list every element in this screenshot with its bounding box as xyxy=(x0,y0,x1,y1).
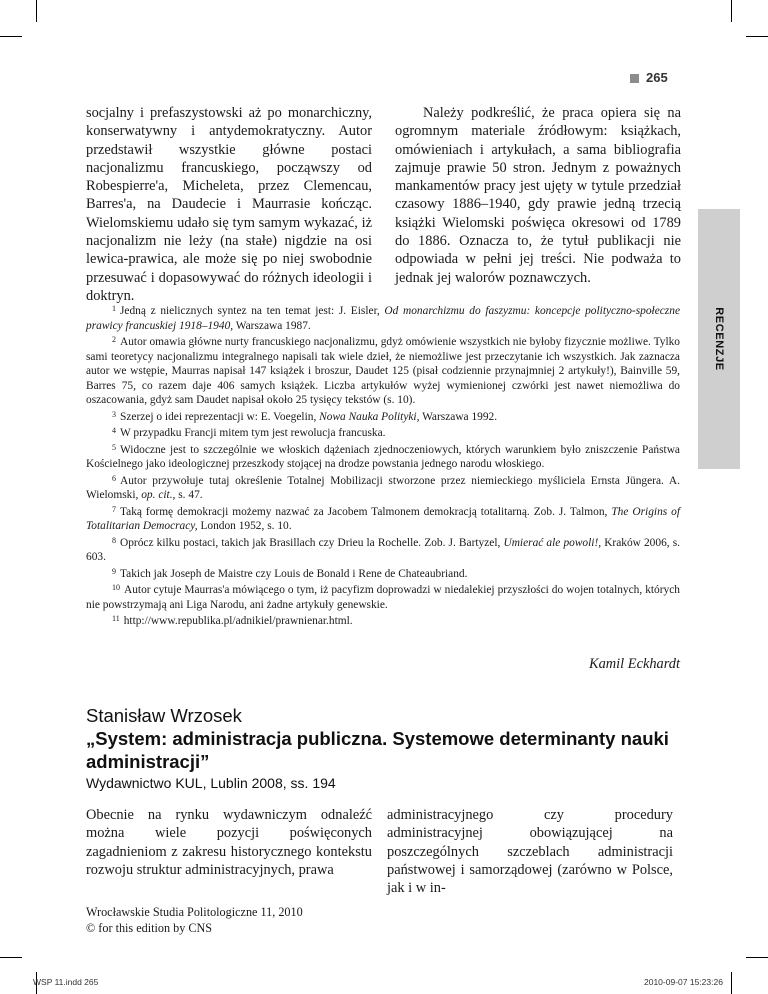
crop-mark xyxy=(731,0,732,22)
crop-mark xyxy=(746,957,768,958)
page-number: 265 xyxy=(646,70,668,85)
crop-mark xyxy=(0,36,22,37)
footnotes xyxy=(86,302,680,629)
crop-mark xyxy=(731,972,732,994)
crop-mark xyxy=(0,957,22,958)
right-column-text: Należy podkreślić, że praca opiera się na ogromnym materiale źródłowym: książkach, omówieniach i artykułach, a sama bibliografia zajmuje prawie 50 stron. Jednym z poważnych mankamentów pracy jest ujęty w tytule przedział czasowy 1886–1940, gdy prawie jedną trzecią książki Wielomski poświęca okresowi od 1789 do 1886. Oznacza to, że tytuł publikacji nie odpowiada w pełni jej treści. Nie podważa to jednak jej walorów poznawczych. xyxy=(395,105,681,286)
section-side-tab xyxy=(698,209,740,469)
footnote: $^{10}$ Autor cytuje Maurras'a mówiącego o tym, iż pacyfizm doprowadzi w niedalekiej przyszłości do wojen totalnych, których nie powstrzymają ani Liga Narodu, ani żadne artykuły genewskie. xyxy=(86,583,680,611)
left-column-text: socjalny i prefaszystowski aż po monarchiczny, konserwatywny i antydemokratyczny. Autor przedstawił wszystkie główne postaci nacjonalizmu francuskiego, począwszy od Robespierre'a, Micheleta, przez Clemencau, Barres'a, na Daudecie i Maurrasie kończąc. Wielomskiemu udało się tym samym wykazać, iż nacjonalizm nie leży (na stałe) nigdzie na osi lewica-prawica, ale może się po niej swobodnie przesuwać i dopasowywać do różnych ideologii i doktryn. xyxy=(86,105,372,304)
journal-footer xyxy=(86,904,303,936)
crop-mark xyxy=(36,0,37,22)
page-number-marker xyxy=(630,74,639,83)
footnote: $^4$ W przypadku Francji mitem tym jest rewolucja francuska. xyxy=(112,426,386,439)
footnote: $^{11}$ http://www.republika.pl/adnikiel/prawnienar.html. xyxy=(112,614,353,627)
crop-mark xyxy=(746,36,768,37)
review-book-author: Stanisław Wrzosek xyxy=(86,705,242,726)
footnote: $^1$ Jedną z nielicznych syntez na ten temat jest: J. Eisler, Od monarchizmu do faszyzmu: koncepcje polityczno-społeczne prawicy francuskiej 1918–1940, Warszawa 1987. xyxy=(86,304,680,332)
footnote: $^6$ Autor przywołuje tutaj określenie Totalnej Mobilizacji stworzone przez niemieckiego myśliciela Ernsta Jüngera. A. Wielomski, op. cit., s. 47. xyxy=(86,473,680,501)
review-right-column: administracyjnego czy procedury administracyjnej obowiązującej na poszczególnych szczeblach administracji państwowej i samorządowej (zarówno w Polsce, jak i w in- xyxy=(387,807,673,897)
print-slug-file: WSP 11.indd 265 xyxy=(33,977,99,987)
footnote: $^8$ Oprócz kilku postaci, takich jak Brasillach czy Drieu la Rochelle. Zob. J. Bartyzel, Umierać ale powoli!, Kraków 2006, s. 603. xyxy=(86,535,680,563)
print-slug-timestamp: 2010-09-07 15:23:26 xyxy=(644,977,723,987)
footnote: $^7$ Taką formę demokracji możemy nazwać za Jacobem Talmonem demokracją totalitarną. Zob. J. Talmon, The Origins of Totalitarian Democracy, London 1952, s. 10. xyxy=(86,504,681,532)
review-signature: Kamil Eckhardt xyxy=(589,656,680,672)
journal-name: Wrocławskie Studia Politologiczne 11, 2010 xyxy=(86,905,303,919)
review-book-title: „System: administracja publiczna. Systemowe determinanty nauki administracji” xyxy=(86,728,669,772)
footnote: $^9$ Takich jak Joseph de Maistre czy Louis de Bonald i Rene de Chateaubriand. xyxy=(112,566,468,580)
footnote: $^3$ Szerzej o idei reprezentacji w: E. Voegelin, Nowa Nauka Polityki, Warszawa 1992. xyxy=(112,409,498,423)
footnote: $^2$ Autor omawia główne nurty francuskiego nacjonalizmu, gdyż omówienie wszystkich nie byłoby fizycznie możliwe. Tylko sami teoretycy nacjonalizmu integralnego napisali tak wiele dzieł, że niemożliwe jest przeczytanie ich wszystkich. Jak zaznacza autor we wstępie, Maurras napisał 147 książek i broszur, Daudet 125 (pisał codziennie przynajmniej 2 artykuły!), Bainville 59, Barres 75, co razem daje 406 samych książek. Liczba artykułów wyżej wymienionej czwórki jest nawet niemożliwa do oszacowania, gdyż sam Daudet napisał około 25 tysięcy tekstów (s. 10). xyxy=(86,335,680,406)
section-side-tab-label: RECENZJE xyxy=(713,307,725,371)
review-left-column: Obecnie na rynku wydawniczym odnaleźć można wiele pozycji poświęconych zagadnieniom z zakresu historycznego kontekstu rozwoju struktur administracyjnych, prawa xyxy=(86,807,372,878)
footnote: $^5$ Widoczne jest to szczególnie we włoskich dążeniach zjednoczeniowych, których warunkiem było zniszczenie Państwa Kościelnego jako ideologicznej przeszkody stojącej na drodze powstania jednego narodu włoskiego. xyxy=(86,442,680,470)
review-book-publisher: Wydawnictwo KUL, Lublin 2008, ss. 194 xyxy=(86,775,336,791)
copyright: © for this edition by CNS xyxy=(86,921,213,935)
